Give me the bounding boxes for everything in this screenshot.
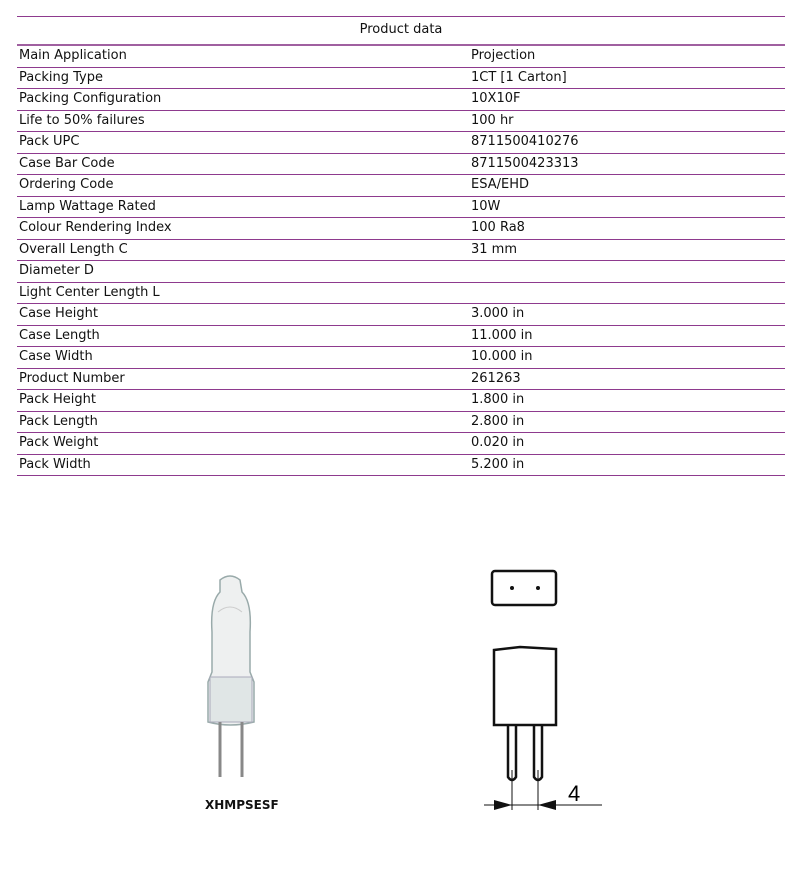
dimension-drawing: [480, 565, 610, 815]
row-label: Packing Configuration: [19, 91, 162, 106]
table-row: [17, 132, 785, 154]
table-row: [17, 369, 785, 391]
row-label: Diameter D: [19, 263, 94, 278]
table-row: [17, 154, 785, 176]
row-label: Case Width: [19, 349, 93, 364]
table-row: [17, 347, 785, 369]
row-value: 8711500410276: [471, 134, 579, 149]
row-label: Pack Height: [19, 392, 97, 407]
row-label: Main Application: [19, 48, 127, 63]
row-value: 10X10F: [471, 91, 521, 106]
row-label: Case Length: [19, 327, 100, 343]
row-label: Pack Width: [19, 456, 91, 472]
dimension-label: 4: [568, 781, 581, 806]
row-value: 10.000 in: [471, 349, 533, 364]
row-label: Life to 50% failures: [19, 112, 145, 128]
row-label: Ordering Code: [19, 177, 114, 192]
row-value: ESA/EHD: [471, 177, 529, 192]
table-row: [17, 261, 785, 283]
table-row: [17, 46, 785, 68]
row-value: [471, 283, 785, 304]
table-row: [17, 111, 785, 133]
row-label: Case Bar Code: [19, 155, 115, 171]
row-label: Product Number: [19, 370, 125, 386]
row-value: 100 hr: [471, 112, 514, 128]
table-row: [17, 326, 785, 348]
row-label: Case Height: [19, 306, 98, 321]
row-label: Lamp Wattage Rated: [19, 198, 156, 214]
table-row: [17, 412, 785, 434]
row-value: 11.000 in: [471, 327, 533, 343]
row-value: 3.000 in: [471, 306, 525, 321]
row-label: Overall Length C: [19, 241, 128, 257]
table-row: [17, 175, 785, 197]
row-value: 2.800 in: [471, 413, 525, 429]
row-value: 1.800 in: [471, 392, 525, 407]
table-row: [17, 218, 785, 240]
row-value: [471, 261, 785, 282]
lamp-photo: [200, 572, 260, 782]
row-value: 1CT [1 Carton]: [471, 69, 567, 85]
row-label: Packing Type: [19, 69, 103, 85]
row-value: 31 mm: [471, 241, 518, 257]
row-label: Pack Length: [19, 413, 98, 429]
row-value: 5.200 in: [471, 456, 525, 472]
table-row: [17, 304, 785, 326]
image-caption: XHMPSESF: [205, 798, 279, 812]
row-value: 100 Ra8: [471, 220, 525, 235]
table-row: [17, 433, 785, 455]
row-value: 261263: [471, 370, 521, 386]
row-value: Projection: [471, 48, 536, 63]
product-data-table: [17, 16, 785, 476]
row-value: 10W: [471, 198, 501, 214]
row-value: 8711500423313: [471, 155, 579, 171]
table-title: Product data: [17, 17, 785, 46]
table-row: [17, 390, 785, 412]
table-row: [17, 283, 785, 305]
table-row: [17, 240, 785, 262]
row-label: Light Center Length L: [19, 284, 160, 300]
table-row: [17, 89, 785, 111]
table-row: [17, 68, 785, 90]
row-value: 0.020 in: [471, 435, 525, 450]
row-label: Colour Rendering Index: [19, 220, 172, 235]
table-row: [17, 455, 785, 477]
table-row: [17, 197, 785, 219]
row-label: Pack UPC: [19, 134, 80, 149]
row-label: Pack Weight: [19, 435, 99, 450]
